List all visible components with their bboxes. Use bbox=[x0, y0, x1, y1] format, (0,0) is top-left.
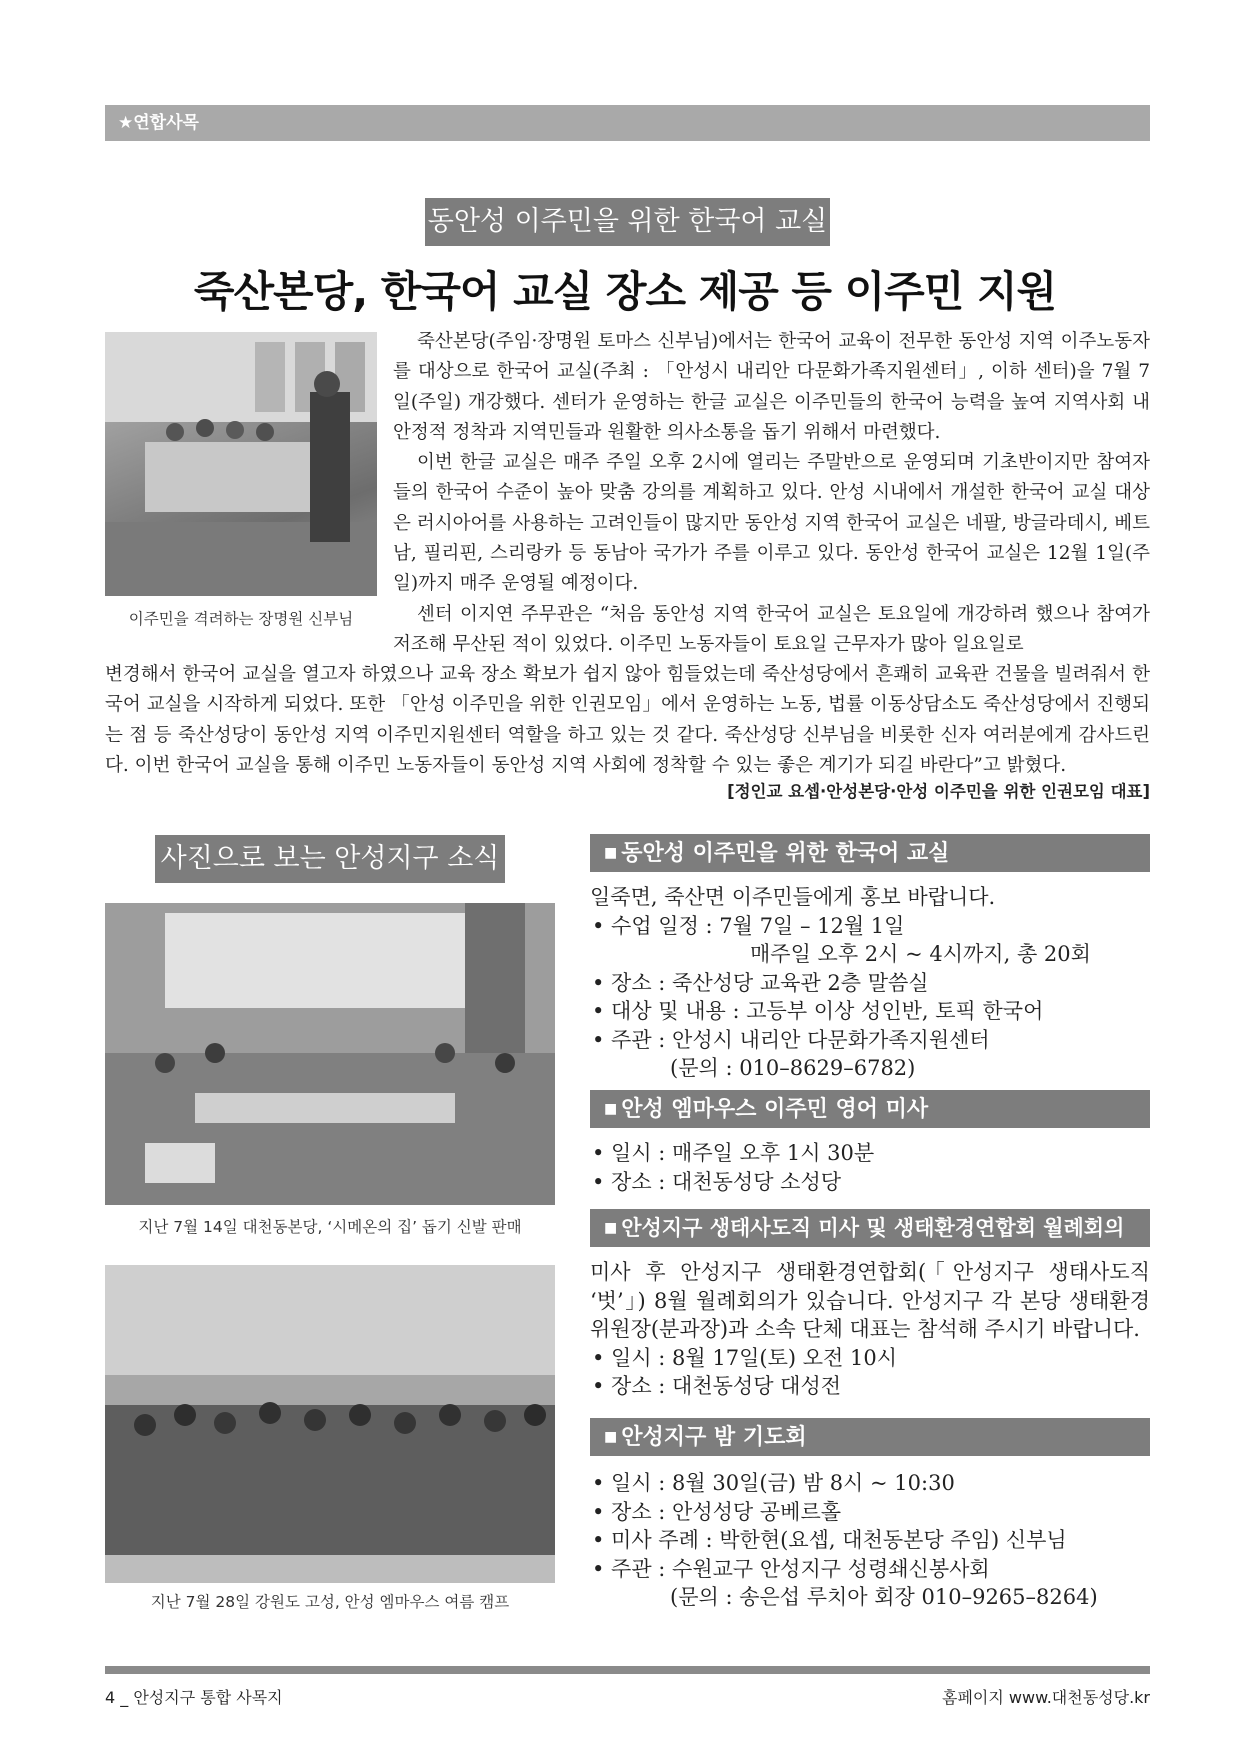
notice-title-ecology: ■ 안성지구 생태사도직 미사 및 생태환경연합회 월례회의 bbox=[590, 1209, 1150, 1247]
notice-title-korean-class: ■ 동안성 이주민을 위한 한국어 교실 bbox=[590, 834, 1150, 872]
notice-line: (문의 : 송은섭 루치아 회장 010–9265–8264) bbox=[670, 1585, 1098, 1609]
photo-classroom-illustration bbox=[105, 332, 377, 596]
article-paragraph-3-rest: 변경해서 한국어 교실을 열고자 하였으나 교육 장소 확보가 쉽지 않아 힘들었는데 죽산성당에서 흔쾌히 교육관 건물을 빌려줘서 한국어 교실을 시작하게 되었다. 또한 「안성 이주민을 위한 인권모임」에서 운영하는 노동, 법률 이동상담소도 죽산성당에서 진행되는 점 등 죽산성당이 동안성 지역 이주민지원센터 역할을 하고 있는 것 같다. 죽산성당 신부님을 비롯한 신자 여러분에게 감사드린다. 이번 한국어 교실을 통해 이주민 노동자들이 동안성 지역 사회에 정착할 수 있는 좋은 계기가 되길 바란다”고 밝혔다. bbox=[105, 664, 1150, 776]
footer-bar bbox=[105, 1666, 1150, 1674]
notice-line: • 미사 주례 : 박한현(요셉, 대천동본당 주임) 신부님 bbox=[592, 1528, 1067, 1552]
article-upper bbox=[393, 327, 1150, 660]
photo1-caption: 이주민을 격려하는 장명원 신부님 bbox=[128, 610, 354, 628]
notice-line: (문의 : 010–8629–6782) bbox=[670, 1056, 916, 1080]
section-tag: ★연합사목 bbox=[118, 113, 199, 133]
notice-body-english-mass bbox=[590, 1139, 1150, 1196]
header-bar bbox=[105, 105, 1150, 141]
photo-shoe-sale bbox=[105, 903, 555, 1205]
article-paragraph-1: 죽산본당(주임·장명원 토마스 신부님)에서는 한국어 교육이 전무한 동안성 지역 이주노동자를 대상으로 한국어 교실(주최 : 「안성시 내리안 다문화가족지원센터」, 이하 센터)을 7월 7일(주일) 개강했다. 센터가 운영하는 한글 교실은 이주민들의 한국어 능력을 높여 지역사회 내 안정적 정착과 지역민들과 원활한 의사소통을 돕기 위해서 마련했다. bbox=[393, 331, 1150, 443]
photo-summer-camp-illustration bbox=[105, 1265, 555, 1583]
notice-line: • 장소 : 죽산성당 교육관 2층 말씀실 bbox=[592, 970, 929, 995]
notice-line: • 장소 : 안성성당 공베르홀 bbox=[592, 1499, 842, 1524]
notice-paragraph: 미사 후 안성지구 생태환경연합회(「안성지구 생태사도직 ‘벗’」) 8월 월례회의가 있습니다. 안성지구 각 본당 생태환경위원장(분과장)과 소속 단체 대표는 참석해 주시기 바랍니다. bbox=[590, 1260, 1150, 1341]
article-paragraph-2: 이번 한글 교실은 매주 주일 오후 2시에 열리는 주말반으로 운영되며 기초반이지만 참여자들의 한국어 수준이 높아 맞춤 강의를 계획하고 있다. 안성 시내에서 개설한 한국어 교실 대상은 러시아어를 사용하는 고려인들이 많지만 동안성 지역 한국어 교실은 네팔, 방글라데시, 베트남, 필리핀, 스리랑카 등 동남아 국가가 주를 이루고 있다. 동안성 한국어 교실은 12월 1일(주일)까지 매주 운영될 예정이다. bbox=[393, 452, 1150, 595]
article-paragraph-3-start: 센터 이지연 주무관은 “처음 동안성 지역 한국어 교실은 토요일에 개강하려 했으나 참여가 저조해 무산된 적이 있었다. 이주민 노동자들이 토요일 근무자가 많아 일요일로 bbox=[393, 603, 1150, 655]
article-lower bbox=[105, 660, 1150, 781]
notice-line: • 일시 : 8월 17일(토) 오전 10시 bbox=[592, 1345, 897, 1370]
notice-line: • 장소 : 대천동성당 대성전 bbox=[592, 1374, 842, 1398]
photo-shoe-sale-illustration bbox=[105, 903, 555, 1205]
notice-body-night-prayer bbox=[590, 1469, 1150, 1612]
photo-section-label: 사진으로 보는 안성지구 소식 bbox=[155, 835, 505, 883]
section-label: 동안성 이주민을 위한 한국어 교실 bbox=[425, 198, 830, 246]
square-bullet-icon: ■ bbox=[604, 1429, 618, 1445]
byline: [정인교 요셉·안성본당·안성 이주민을 위한 인권모임 대표] bbox=[727, 782, 1150, 801]
square-bullet-icon: ■ bbox=[604, 1220, 618, 1236]
notice-line: • 주관 : 안성시 내리안 다문화가족지원센터 bbox=[592, 1027, 990, 1052]
notice-title-night-prayer: ■ 안성지구 밤 기도회 bbox=[590, 1418, 1150, 1456]
square-bullet-icon: ■ bbox=[604, 845, 618, 861]
notice-line: 일죽면, 죽산면 이주민들에게 홍보 바랍니다. bbox=[590, 885, 996, 909]
page-number: 4 _ 안성지구 통합 사목지 bbox=[105, 1688, 283, 1707]
photo-classroom bbox=[105, 332, 377, 596]
notice-line: • 주관 : 수원교구 안성지구 성령쇄신봉사회 bbox=[592, 1556, 990, 1581]
notice-line: • 일시 : 8월 30일(금) 밤 8시 ~ 10:30 bbox=[592, 1471, 955, 1495]
notice-line: • 수업 일정 : 7월 7일 – 12월 1일 bbox=[592, 913, 905, 938]
headline: 죽산본당, 한국어 교실 장소 제공 등 이주민 지원 bbox=[193, 267, 1057, 316]
square-bullet-icon: ■ bbox=[604, 1101, 618, 1117]
notice-line: • 일시 : 매주일 오후 1시 30분 bbox=[592, 1141, 875, 1165]
notice-title-english-mass: ■ 안성 엠마우스 이주민 영어 미사 bbox=[590, 1090, 1150, 1128]
photo-summer-camp bbox=[105, 1265, 555, 1583]
notice-line: • 장소 : 대천동성당 소성당 bbox=[592, 1169, 842, 1194]
photo3-caption: 지난 7월 28일 강원도 고성, 안성 엠마우스 여름 캠프 bbox=[150, 1593, 510, 1611]
notice-body-ecology bbox=[590, 1258, 1150, 1401]
homepage-link[interactable]: 홈페이지 www.대천동성당.kr bbox=[942, 1688, 1150, 1707]
notice-body-korean-class bbox=[590, 883, 1150, 1083]
notice-line: • 대상 및 내용 : 고등부 이상 성인반, 토픽 한국어 bbox=[592, 999, 1044, 1023]
photo2-caption: 지난 7월 14일 대천동본당, ‘시메온의 집’ 돕기 신발 판매 bbox=[138, 1218, 522, 1236]
notice-line: 매주일 오후 2시 ~ 4시까지, 총 20회 bbox=[750, 942, 1091, 966]
